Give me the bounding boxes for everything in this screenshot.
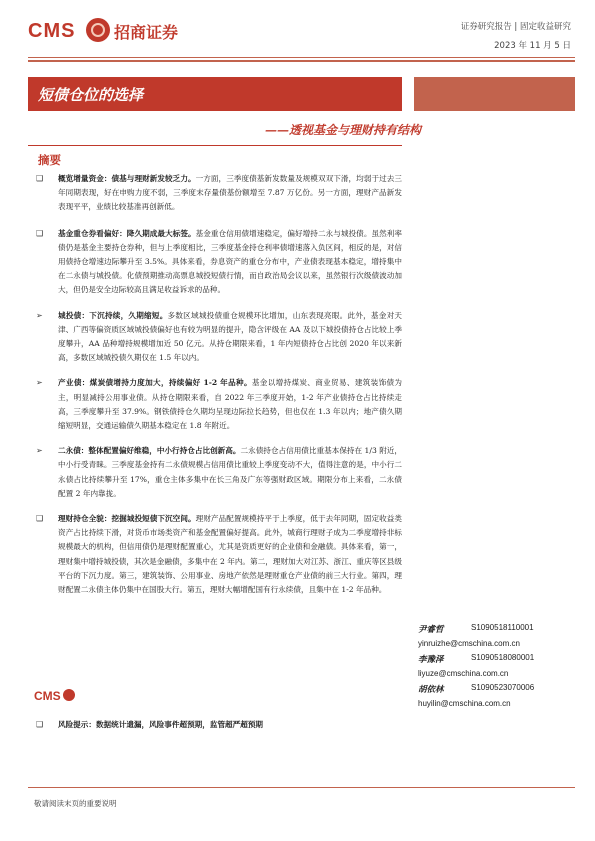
analyst-email[interactable]: yinruizhe@cmschina.com.cn — [418, 639, 520, 648]
bullet-square-icon: ❑ — [36, 514, 44, 524]
bullet-lgfv-bonds — [34, 309, 402, 366]
risk-note — [34, 718, 402, 732]
logo-cn: 招商证券 — [114, 23, 179, 42]
bullet-text: 一方面，三季度债基新发数量及规模双双下滑，均弱于过去三年同期表现，好在申购力度不弱，三季度末存量债基份额增至 7.87 万亿份。另一方面，理财产品新发表现平平，业绩比较基准再创新低。 — [58, 174, 403, 212]
logo-seal-icon — [63, 689, 75, 701]
abstract-list — [34, 172, 402, 597]
bullet-arrow-icon: ➢ — [36, 446, 43, 456]
analyst-name: 尹睿哲 — [418, 625, 444, 635]
header-divider — [28, 57, 575, 58]
analyst-email[interactable]: huyilin@cmschina.com.cn — [418, 699, 511, 708]
analyst-list — [418, 623, 578, 711]
bullet-lead: 二永债：整体配置偏好维稳，中小行持仓占比创新高。 — [58, 446, 241, 456]
bullet-fund-holdings — [34, 227, 402, 298]
bottom-logo-text: CMS — [34, 689, 61, 703]
side-band — [414, 77, 575, 111]
bullet-arrow-icon: ➢ — [36, 310, 43, 320]
logo-text: CMS — [28, 20, 76, 42]
bullet-text: 二永债持仓占信用债比重基本保持在 1/3 附近，中小行受青睐。三季度基金持有二永债规模占信用债比重较上季度变动不大，值得注意的是，中小行二永债占比持续攀升至 17%，重仓主体多集中在长三角及广东等强财政区域。期限分布上来看，二永债配置 2 年内靠拢。 — [58, 446, 403, 498]
bullet-arrow-icon: ➢ — [36, 378, 43, 388]
bullet-overview-funds — [34, 172, 402, 215]
header-divider-bold — [28, 60, 575, 62]
bullet-text: 多数区域城投债重仓规模环比增加，山东表现亮眼。此外，基金对天津、广西等偏资质区域城投债偏好也有较为明显的提升，隐含评级在 AA 及以下城投债持仓占比较上季度攀升，AA 品种增持规模增加近 50 亿元。从持仓期限来看，1 年内短债持仓占比创 2020 年以来新高，多数区域城投债久期仅在 1.5 年以内。 — [58, 310, 403, 363]
bullet-square-icon: ❑ — [36, 174, 44, 183]
bullet-lead: 基金重仓券看偏好：降久期成最大标签。 — [58, 228, 196, 238]
report-meta — [461, 20, 571, 51]
bullet-industrial-bonds — [34, 376, 402, 433]
subtitle-divider — [28, 145, 402, 146]
analyst-cert: S1090518080001 — [471, 653, 535, 662]
analyst-cert: S1090518110001 — [471, 623, 534, 632]
bullet-text: 基金重仓信用债增速稳定，偏好增持二永与城投债。虽然利率债仍是基金主要持仓券种，但与上季度相比，三季度基金持仓利率债增速落入负区间，相反的是，对信用债持仓增速边际攀升至 3.5%。具体来看，券息资产的重仓分布中，产业债表现基本稳定，增持集中在二永债与城投债。化债预期推动高票息城投短债行情，而自政治局会议以来，虽然银行次级债波动加大，但仍是安全边际较高且满足收益诉求的品种。 — [58, 228, 403, 295]
brand-logo — [28, 16, 228, 48]
bullet-lead: 理财持仓全貌：挖掘城投短债下沉空间。 — [58, 514, 196, 524]
footer-divider — [28, 787, 575, 788]
bullet-bank-capital-bonds — [34, 444, 402, 501]
analyst-card — [418, 653, 578, 681]
bottom-logo — [34, 689, 82, 707]
risk-bullet — [34, 718, 402, 732]
report-type: 证券研究报告 | 固定收益研究 — [460, 22, 571, 32]
bullet-wealth-mgmt — [34, 512, 402, 597]
bullet-lead: 概览增量资金：债基与理财新发较乏力。 — [58, 174, 196, 183]
analyst-name: 李豫泽 — [418, 655, 444, 665]
bullet-text: 基金以增持煤炭、商业贸易、建筑装饰债为主，明显减持公用事业债。从持仓期限来看，自 2022 年三季度开始，1-2 年产业债持仓占比持续走高，三季度攀升至 37.9%。钢铁债持仓久期均呈现边际拉长趋势，但也仅在 1.3 年以内；地产债久期缩短明显，交通运输债久期基本稳定在 1.8 年附近。 — [58, 378, 403, 431]
abstract-heading: 摘要 — [38, 153, 61, 167]
bullet-text: 理财产品配置规模持平于上季度，低于去年同期，固定收益类资产占比持续下滑，对货币市场类资产和基金配置偏好提高。此外，城商行理财子成为二季度增持非标规模最大的机构，但信用债仍是理财配置重心，尤其是资质更好的企业债和金融债。具体来看，第一，理财集中增持城投债，其次是金融债，多集中在 2 年内。第二，理财加大对江苏、浙江、重庆等区县级平台的下沉力度。第三，建筑装饰、公用事业、房地产依然是理财重仓产业债的前三大行业。第四，理财配置二永债主体仍集中在国股大行。第五，理财大幅增配国有行永续债，且集中在 1-2 年品种。 — [58, 514, 403, 595]
footer-note: 敬请阅读末页的重要说明 — [34, 799, 117, 808]
analyst-name: 胡依林 — [418, 685, 444, 695]
logo-seal-icon — [86, 18, 110, 42]
bullet-square-icon: ❑ — [36, 720, 44, 729]
page-subtitle: ——透视基金与理财持有结构 — [264, 123, 421, 137]
report-date: 2023 年 11 月 5 日 — [494, 41, 571, 51]
analyst-cert: S1090523070006 — [471, 683, 535, 692]
analyst-card — [418, 623, 578, 651]
bullet-square-icon: ❑ — [36, 228, 44, 238]
bullet-lead: 城投债：下沉持续，久期缩短。 — [58, 310, 168, 320]
page-title: 短债仓位的选择 — [38, 86, 144, 104]
risk-lead: 风险提示：数据统计遗漏，风险事件超预期，监管超严超预期 — [58, 720, 264, 729]
analyst-email[interactable]: liyuze@cmschina.com.cn — [418, 669, 509, 678]
bullet-lead: 产业债：煤炭债增持力度加大，持续偏好 1-2 年品种。 — [58, 378, 252, 388]
analyst-card — [418, 683, 578, 711]
